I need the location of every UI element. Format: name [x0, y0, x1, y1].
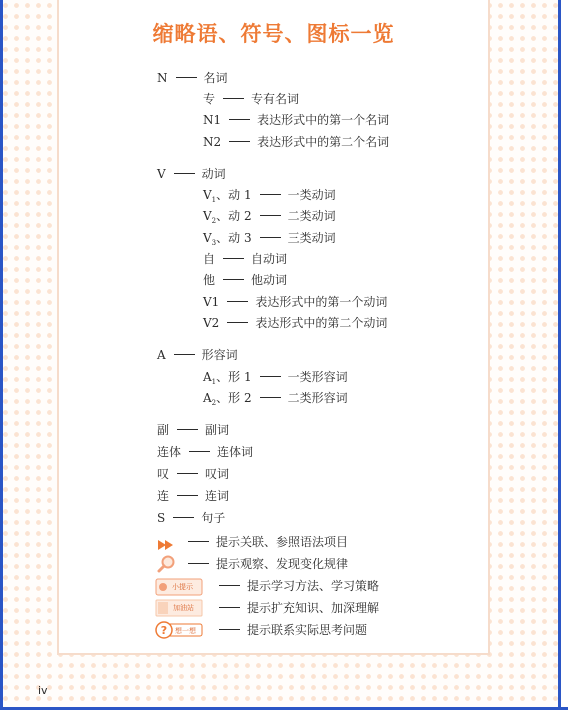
abbr: 副	[157, 423, 170, 437]
magnifier-icon	[156, 554, 176, 578]
meaning: 名词	[203, 71, 228, 85]
abbr: 他	[203, 273, 216, 287]
page-number: iv	[38, 684, 48, 697]
abbr: A	[157, 348, 166, 362]
dash	[227, 322, 248, 323]
page-title: 缩略语、符号、图标一览	[152, 22, 395, 46]
svg-text:?: ?	[160, 624, 168, 637]
verb-item	[203, 231, 336, 250]
abbr-base: V	[203, 188, 212, 202]
dash	[189, 451, 210, 452]
dash	[174, 354, 195, 355]
noun-item	[203, 92, 299, 106]
dash	[177, 429, 198, 430]
verb-item	[203, 295, 387, 309]
abbr: N1	[203, 113, 222, 127]
other-row	[157, 467, 229, 481]
dash	[260, 237, 281, 238]
dash	[260, 194, 281, 195]
abbr-base: V	[203, 231, 212, 245]
dash	[176, 77, 197, 78]
abbr-rest: 、动 3	[216, 231, 252, 245]
meaning: 提示关联、参照语法项目	[216, 535, 349, 549]
dash	[229, 141, 250, 142]
icon-legend-row	[180, 535, 348, 549]
meaning: 连词	[205, 489, 230, 503]
meaning: 一类形容词	[287, 370, 348, 384]
abbr: N	[157, 71, 168, 85]
dash	[260, 376, 281, 377]
adjective-row	[157, 348, 238, 362]
abbr-rest: 、动 2	[216, 209, 252, 223]
abbr: 连	[157, 489, 170, 503]
icon-label: 想一想	[175, 627, 196, 635]
dash	[188, 541, 209, 542]
dash	[188, 563, 209, 564]
meaning: 提示扩充知识、加深理解	[247, 601, 380, 615]
meaning: 自动词	[251, 252, 288, 266]
abbr: V	[157, 167, 166, 181]
abbr-rest: 、形 1	[216, 370, 252, 384]
noun-item	[203, 135, 389, 149]
dash	[260, 397, 281, 398]
abbr: 连体	[157, 445, 182, 459]
meaning: 动词	[201, 167, 226, 181]
meaning: 表达形式中的第一个名词	[257, 113, 390, 127]
abbr-base: A	[203, 391, 212, 405]
verb-item	[203, 316, 387, 330]
meaning: 提示观察、发现变化规律	[216, 557, 349, 571]
verb-item	[203, 252, 287, 266]
abbr: 专	[203, 92, 216, 106]
dash	[219, 607, 240, 608]
meaning: 他动词	[251, 273, 288, 287]
think-icon	[155, 620, 203, 644]
dash	[223, 258, 244, 259]
icon-legend-row	[180, 557, 348, 571]
abbr-subscript: 2	[211, 217, 217, 225]
dash	[177, 473, 198, 474]
abbr-subscript: 1	[211, 378, 217, 386]
page-frame-left	[0, 0, 3, 710]
verb-item	[203, 188, 336, 207]
other-row	[157, 511, 225, 525]
meaning: 提示学习方法、学习策略	[247, 579, 380, 593]
abbr-rest: 、形 2	[216, 391, 252, 405]
meaning: 表达形式中的第二个动词	[255, 316, 388, 330]
dash	[177, 495, 198, 496]
dash	[174, 173, 195, 174]
abbr: N2	[203, 135, 222, 149]
icon-label: 加油站	[173, 604, 194, 612]
dash	[219, 585, 240, 586]
icon-legend-row	[211, 601, 379, 615]
abbr: S	[157, 511, 166, 525]
dash	[227, 301, 248, 302]
abbr-subscript: 1	[211, 196, 217, 204]
abbr: 叹	[157, 467, 170, 481]
other-row	[157, 445, 253, 459]
dash	[223, 98, 244, 99]
small-tip-icon	[155, 578, 203, 600]
abbr-base: V	[203, 209, 212, 223]
abbr-subscript: 2	[211, 399, 217, 407]
meaning: 一类动词	[287, 188, 336, 202]
verb-item	[203, 209, 336, 228]
abbr-rest: 、动 1	[216, 188, 252, 202]
icon-label: 小提示	[172, 583, 193, 591]
icon-legend-row	[211, 579, 379, 593]
meaning: 叹词	[205, 467, 230, 481]
dash	[260, 215, 281, 216]
adjective-item	[203, 391, 348, 410]
meaning: 表达形式中的第一个动词	[255, 295, 388, 309]
meaning: 二类形容词	[287, 391, 348, 405]
dash	[229, 119, 250, 120]
meaning: 句子	[201, 511, 226, 525]
page-frame-right	[558, 0, 568, 710]
knowledge-plus-icon	[155, 599, 203, 621]
verb-row	[157, 167, 226, 181]
meaning: 二类动词	[287, 209, 336, 223]
dash	[223, 279, 244, 280]
other-row	[157, 489, 229, 503]
meaning: 专有名词	[251, 92, 300, 106]
dash	[219, 629, 240, 630]
abbr: V2	[203, 316, 220, 330]
dash	[173, 517, 194, 518]
icon-legend-row	[211, 623, 367, 637]
meaning: 提示联系实际思考问题	[247, 623, 368, 637]
noun-row	[157, 71, 228, 85]
double-arrow-icon	[157, 536, 175, 555]
meaning: 形容词	[201, 348, 238, 362]
meaning: 表达形式中的第二个名词	[257, 135, 390, 149]
meaning: 副词	[205, 423, 230, 437]
meaning: 连体词	[217, 445, 254, 459]
abbr-subscript: 3	[211, 239, 217, 247]
verb-item	[203, 273, 287, 287]
noun-item	[203, 113, 389, 127]
meaning: 三类动词	[287, 231, 336, 245]
abbr-base: A	[203, 370, 212, 384]
adjective-item	[203, 370, 348, 389]
other-row	[157, 423, 229, 437]
abbr: V1	[203, 295, 220, 309]
abbr: 自	[203, 252, 216, 266]
